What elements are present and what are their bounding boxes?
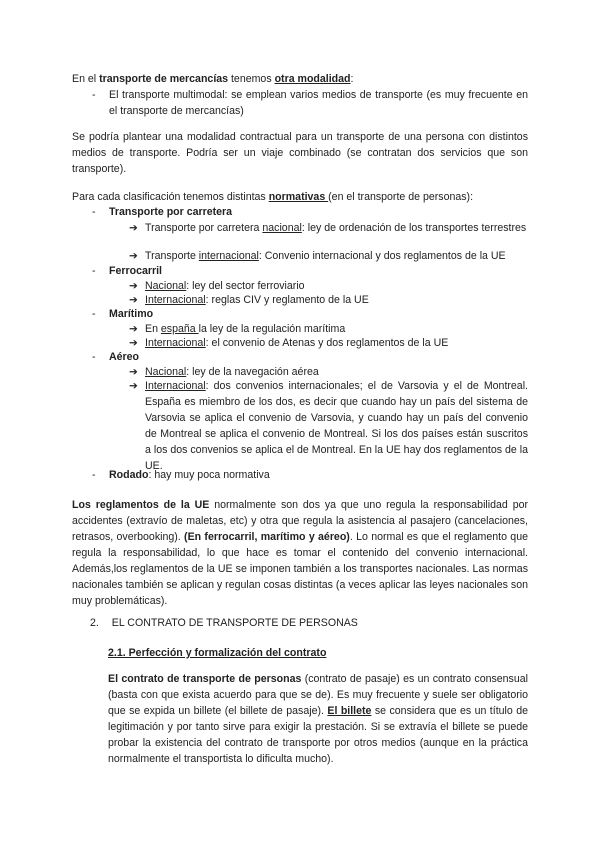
paragraph-normativas: Para cada clasificación tenemos distintas normativas (en el transporte de personas): — [72, 191, 474, 203]
arrow-icon: ➔ — [129, 323, 138, 335]
paragraph-combined-trip: Se podría plantear una modalidad contractual para un transporte de una persona con distintos medios de transporte. Podría ser un viaje combinado (se contratan dos servicios que son transporte). — [72, 131, 528, 175]
sub-item-aereo-internacional: ➔ Internacional: dos convenios internacionales; el de Varsovia y el de Montreal. España es miembro de los dos, es decir que cuando hay un país del sistema de Varsovia se aplica el convenio de Varsovia, y cuando hay un país del convenio de Montreal se aplica el convenio de Montreal. Si los dos países están suscritos a los dos convenios se aplica el de Montreal. En la UE hay dos reglamentos de la UE. — [129, 380, 528, 472]
sub-item-carretera-nacional: ➔ Transporte por carretera nacional: ley de ordenación de los transportes terrestres — [129, 222, 527, 234]
sub-item-ferrocarril-internacional: ➔ Internacional: reglas CIV y reglamento de la UE — [129, 294, 369, 306]
arrow-icon: ➔ — [129, 294, 138, 306]
list-item-rodado: - Rodado: hay muy poca normativa — [92, 469, 270, 481]
sub-item-ferrocarril-nacional: ➔ Nacional: ley del sector ferroviario — [129, 280, 305, 292]
arrow-icon: ➔ — [129, 280, 138, 292]
arrow-icon: ➔ — [129, 250, 138, 262]
arrow-icon: ➔ — [129, 366, 138, 378]
dash-bullet: - — [92, 265, 96, 277]
dash-bullet: - — [92, 206, 96, 218]
dash-bullet: - — [92, 351, 96, 363]
intro-paragraph: En el transporte de mercancías tenemos otra modalidad: — [72, 73, 354, 85]
dash-bullet: - — [92, 89, 96, 101]
list-item-ferrocarril: - Ferrocarril — [92, 265, 162, 277]
arrow-icon: ➔ — [129, 337, 138, 349]
list-item-multimodal: - El transporte multimodal: se emplean varios medios de transporte (es muy frecuente en el transporte de mercancías) — [92, 89, 528, 117]
bold-term: transporte de mercancías — [99, 73, 229, 85]
sub-item-maritimo-nacional: ➔ En españa la ley de la regulación marítima — [129, 323, 346, 335]
list-item-carretera: - Transporte por carretera — [92, 206, 233, 218]
arrow-icon: ➔ — [129, 222, 138, 234]
section-heading: 2. EL CONTRATO DE TRANSPORTE DE PERSONAS — [90, 617, 358, 629]
sub-item-aereo-nacional: ➔ Nacional: ley de la navegación aérea — [129, 366, 319, 378]
arrow-icon: ➔ — [129, 380, 138, 392]
paragraph-reglamentos: Los reglamentos de la UE normalmente son dos ya que uno regula la responsabilidad por accidentes (extravío de maletas, etc) y otra que regula la asistencia al pasajero (cancelaciones, retrasos, overbooking). (En ferrocarril, marítimo y aéreo). Lo normal es que el reglamento que regula la responsabilidad, lo que hace es tomar el contenido del convenio internacional. Además,los reglamentos de la UE se imponen también a los transportes nacionales. Las normas nacionales también se aplican y regulan cosas distintas (a veces aplicar las leyes nacionales son muy problemáticas). — [72, 499, 529, 607]
sub-item-maritimo-internacional: ➔ Internacional: el convenio de Atenas y dos reglamentos de la UE — [129, 337, 449, 349]
sub-item-carretera-internacional: ➔ Transporte internacional: Convenio internacional y dos reglamentos de la UE — [129, 250, 506, 262]
subsection-heading: 2.1. Perfección y formalización del contrato — [108, 647, 327, 659]
dash-bullet: - — [92, 469, 96, 481]
dash-bullet: - — [92, 308, 96, 320]
paragraph-contrato: El contrato de transporte de personas (contrato de pasaje) es un contrato consensual (basta con que exista acuerdo para que se de). Es muy frecuente y suele ser obligatorio que se expida un billete (el billete de pasaje). El billete se considera que es un título de legitimación y por tanto sirve para exigir la prestación. Si se extravía el billete se puede probar la existencia del contrato de transporte por otros medios (aunque en la práctica normalmente el transportista lo dificulta mucho). — [108, 673, 528, 765]
list-item-maritimo: - Marítimo — [92, 308, 154, 320]
list-item-aereo: - Aéreo — [92, 351, 140, 363]
underlined-term: otra modalidad — [274, 73, 351, 85]
